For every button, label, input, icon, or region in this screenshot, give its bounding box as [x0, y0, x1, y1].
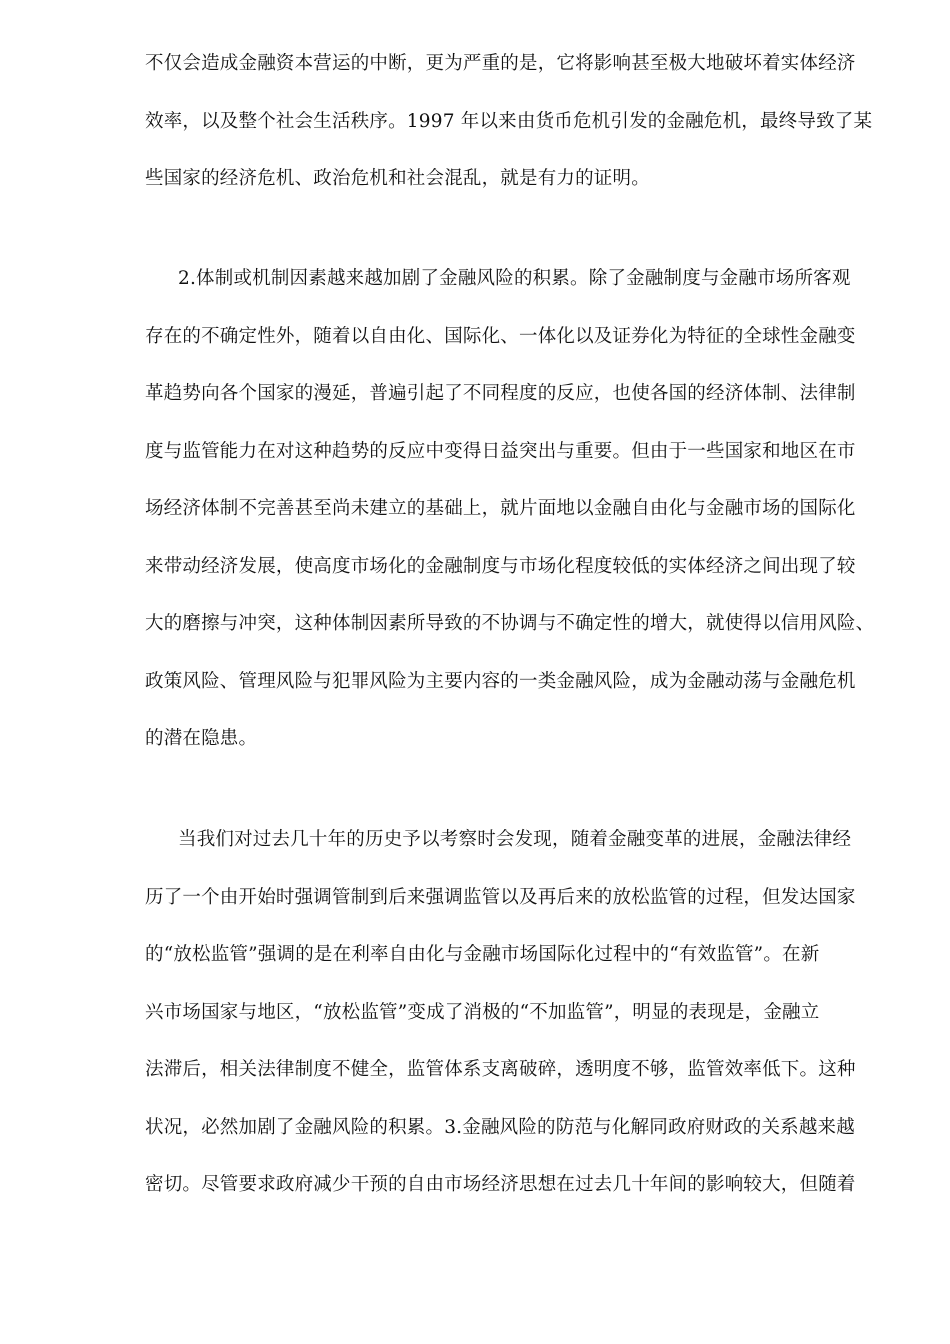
paragraph-1-line-2: 效率，以及整个社会生活秩序。1997 年以来由货币危机引发的金融危机，最终导致了某 — [145, 111, 873, 132]
paragraph-1-line-3: 些国家的经济危机、政治危机和社会混乱，就是有力的证明。 — [145, 168, 650, 189]
paragraph-2-line-9: 的潜在隐患。 — [145, 728, 258, 749]
paragraph-3-line-3: 的“放松监管”强调的是在利率自由化与金融市场国际化过程中的“有效监管”。在新 — [145, 944, 820, 965]
paragraph-2-line-2: 存在的不确定性外，随着以自由化、国际化、一体化以及证券化为特征的全球性金融变 — [145, 326, 856, 347]
paragraph-3-line-4: 兴市场国家与地区，“放松监管”变成了消极的“不加监管”，明显的表现是，金融立 — [145, 1002, 820, 1023]
paragraph-2-line-5: 场经济体制不完善甚至尚未建立的基础上，就片面地以金融自由化与金融市场的国际化 — [145, 498, 856, 519]
paragraph-2-line-6: 来带动经济发展，使高度市场化的金融制度与市场化程度较低的实体经济之间出现了较 — [145, 556, 856, 577]
paragraph-2-line-1: 2.体制或机制因素越来越加剧了金融风险的积累。除了金融制度与金融市场所客观 — [178, 268, 851, 289]
paragraph-2-line-7: 大的磨擦与冲突，这种体制因素所导致的不协调与不确定性的增大，就使得以信用风险、 — [145, 613, 875, 634]
paragraph-2-line-4: 度与监管能力在对这种趋势的反应中变得日益突出与重要。但由于一些国家和地区在市 — [145, 441, 856, 462]
paragraph-1-line-1: 不仅会造成金融资本营运的中断，更为严重的是，它将影响甚至极大地破坏着实体经济 — [145, 53, 856, 74]
paragraph-3-line-5: 法滞后，相关法律制度不健全，监管体系支离破碎，透明度不够，监管效率低下。这种 — [145, 1059, 856, 1080]
paragraph-2-line-3: 革趋势向各个国家的漫延，普遍引起了不同程度的反应，也使各国的经济体制、法律制 — [145, 383, 856, 404]
paragraph-3-line-2: 历了一个由开始时强调管制到后来强调监管以及再后来的放松监管的过程，但发达国家 — [145, 887, 856, 908]
paragraph-3-line-7: 密切。尽管要求政府减少干预的自由市场经济思想在过去几十年间的影响较大，但随着 — [145, 1174, 856, 1195]
paragraph-3-line-6: 状况，必然加剧了金融风险的积累。3.金融风险的防范与化解同政府财政的关系越来越 — [145, 1117, 855, 1138]
paragraph-2-line-8: 政策风险、管理风险与犯罪风险为主要内容的一类金融风险，成为金融动荡与金融危机 — [145, 671, 856, 692]
paragraph-3-line-1: 当我们对过去几十年的历史予以考察时会发现，随着金融变革的进展，金融法律经 — [178, 829, 852, 850]
